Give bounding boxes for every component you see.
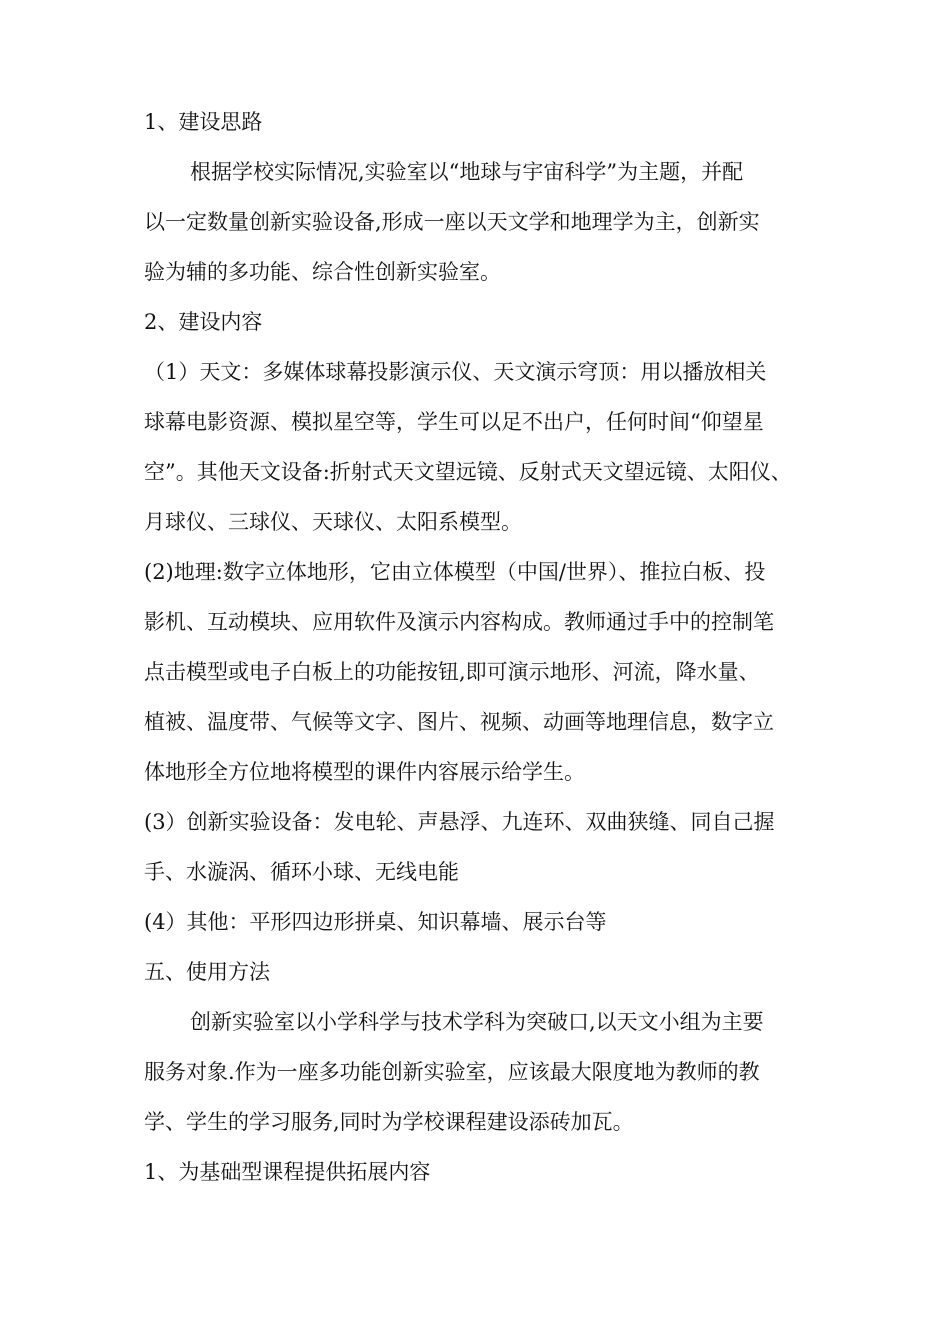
paragraph-line: 月球仪、三球仪、天球仪、太阳系模型。: [144, 510, 522, 534]
paragraph-line: 植被、温度带、气候等文字、图片、视频、动画等地理信息，数字立: [144, 710, 774, 734]
section-heading-usage-method: 五、使用方法: [144, 960, 270, 984]
section-heading-construction-idea: 1、建设思路: [144, 110, 263, 134]
paragraph-line: 影机、互动模块、应用软件及演示内容构成。教师通过手中的控制笔: [144, 610, 774, 634]
paragraph-line: 验为辅的多功能、综合性创新实验室。: [144, 260, 501, 284]
paragraph-line: 点击模型或电子白板上的功能按钮,即可演示地形、河流，降水量、: [144, 660, 760, 684]
document-body: [144, 97, 824, 1197]
paragraph-line: 根据学校实际情况,实验室以“地球与宇宙科学”为主题，并配: [190, 160, 744, 184]
section-heading-construction-content: 2、建设内容: [144, 310, 263, 334]
subsection-heading-basic-course-extension: 1、为基础型课程提供拓展内容: [144, 1160, 431, 1184]
paragraph-line: （1）天文：多媒体球幕投影演示仪、天文演示穹顶：用以播放相关: [144, 360, 767, 384]
paragraph-line: 学、学生的学习服务,同时为学校课程建设添砖加瓦。: [144, 1110, 634, 1134]
paragraph-line: 空”。其他天文设备:折射式天文望远镜、反射式天文望远镜、太阳仪、: [144, 460, 792, 484]
paragraph-line: 创新实验室以小学科学与技术学科为突破口,以天文小组为主要: [190, 1010, 764, 1034]
paragraph-line: (2)地理:数字立体地形，它由立体模型（中国/世界）、推拉白板、投: [144, 560, 766, 584]
paragraph-line: 球幕电影资源、模拟星空等，学生可以足不出户，任何时间“仰望星: [144, 410, 764, 434]
paragraph-line: 以一定数量创新实验设备,形成一座以天文学和地理学为主，创新实: [144, 210, 760, 234]
paragraph-line: (3）创新实验设备：发电轮、声悬浮、九连环、双曲狭缝、同自己握: [144, 810, 775, 834]
paragraph-line: 手、水漩涡、循环小球、无线电能: [144, 860, 459, 884]
paragraph-line: (4）其他：平形四边形拼桌、知识幕墙、展示台等: [144, 910, 607, 934]
paragraph-line: 体地形全方位地将模型的课件内容展示给学生。: [144, 760, 585, 784]
paragraph-line: 服务对象.作为一座多功能创新实验室，应该最大限度地为教师的教: [144, 1060, 760, 1084]
